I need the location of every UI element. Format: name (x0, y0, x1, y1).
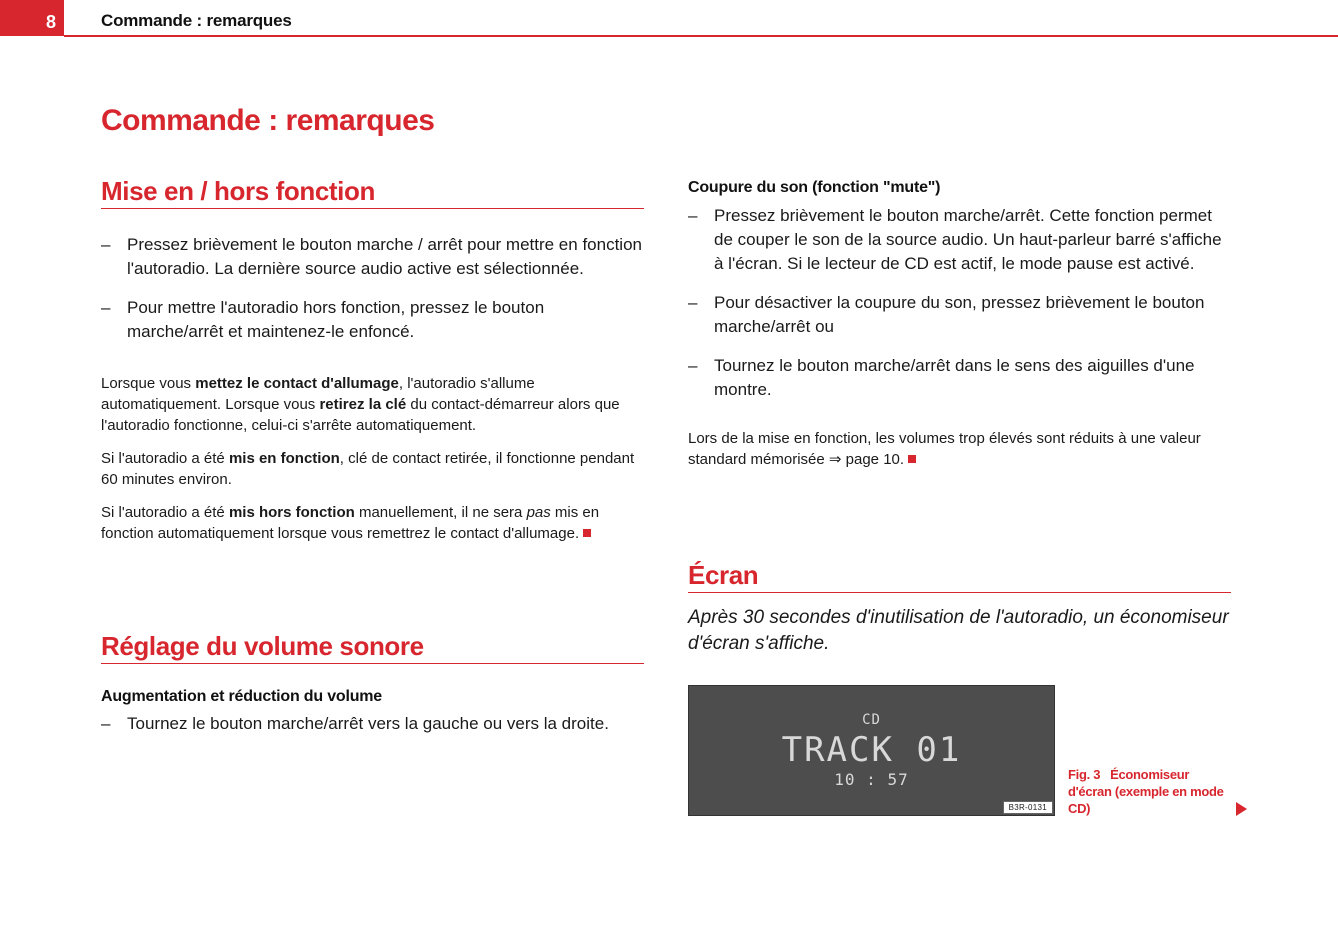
running-title: Commande : remarques (101, 11, 292, 30)
list-item: – Pour désactiver la coupure du son, pressez brièvement le bouton marche/arrêt ou (688, 293, 1205, 336)
page-title: Commande : remarques (101, 104, 435, 137)
continue-arrow-icon (1236, 802, 1247, 816)
figure-label: Fig. 3 (1068, 767, 1101, 782)
subheading-mute: Coupure du son (fonction "mute") (688, 179, 941, 196)
left-column-volume (101, 631, 644, 736)
bullet-dash: – (101, 714, 111, 733)
image-code: B3R-0131 (1003, 801, 1053, 814)
list-item: – Tournez le bouton marche/arrêt vers la gauche ou vers la droite. (101, 712, 644, 736)
list-item: – Tournez le bouton marche/arrêt dans le sens des aiguilles d'une montre. (688, 356, 1195, 399)
display-track: TRACK 01 (781, 730, 962, 770)
display-time: 10 : 57 (834, 770, 909, 789)
paragraph-manual-off: Si l'autoradio a été mis hors fonction manuellement, il ne sera pas mis en fonction automatiquement lorsque vous remettrez le contact d'allumage. (101, 504, 600, 542)
list-item: – Pour mettre l'autoradio hors fonction, pressez le bouton marche/arrêt et maintenez-le enfoncé. (101, 298, 545, 341)
paragraph-volume-limit: Lors de la mise en fonction, les volumes trop élevés sont réduits à une valeur standard mémorisée ⇒ page 10. (688, 430, 1201, 468)
section-heading-screen: Écran (688, 560, 1231, 593)
end-of-section-mark (583, 529, 591, 537)
bullet-dash: – (688, 293, 698, 312)
subheading-volume: Augmentation et réduction du volume (101, 688, 383, 705)
screensaver-figure (688, 685, 1055, 816)
right-column-screen (688, 560, 1231, 657)
list-item: – Pressez brièvement le bouton marche/arrêt. Cette fonction permet de couper le son de la source audio. Un haut-parleur barré s'affiche à l'écran. Si le lecteur de CD est actif, le mode pause est activé. (688, 206, 1222, 273)
display-source: CD (862, 712, 881, 728)
page-reference-link[interactable]: page 10. (841, 451, 905, 468)
page-number: 8 (0, 0, 64, 36)
section-heading-volume: Réglage du volume sonore (101, 631, 644, 664)
right-column-mute (688, 179, 1231, 470)
bullet-dash: – (688, 356, 698, 375)
section-heading-power: Mise en / hors fonction (101, 176, 644, 209)
figure-caption-text: Économiseur d'écran (exemple en mode CD) (1068, 767, 1224, 816)
figure-caption (1068, 766, 1236, 817)
screen-intro: Après 30 secondes d'inutilisation de l'autoradio, un économiseur d'écran s'affiche. (688, 607, 1229, 654)
paragraph-60-minutes: Si l'autoradio a été mis en fonction, clé de contact retirée, il fonctionne pendant 60 minutes environ. (101, 450, 635, 488)
left-column (101, 176, 644, 544)
header-rule (64, 35, 1338, 37)
bullet-dash: – (101, 298, 111, 317)
bullet-dash: – (688, 206, 698, 225)
list-item: – Pressez brièvement le bouton marche / arrêt pour mettre en fonction l'autoradio. La dernière source audio active est sélectionnée. (101, 235, 642, 278)
cross-reference-arrow: ⇒ (828, 451, 842, 468)
end-of-section-mark (908, 455, 916, 463)
bullet-dash: – (101, 235, 111, 254)
paragraph-ignition: Lorsque vous mettez le contact d'allumage, l'autoradio s'allume automatiquement. Lorsque vous retirez la clé du contact-démarreur alors que l'autoradio fonctionne, celui-ci s'arrête automatiquement. (101, 375, 620, 434)
